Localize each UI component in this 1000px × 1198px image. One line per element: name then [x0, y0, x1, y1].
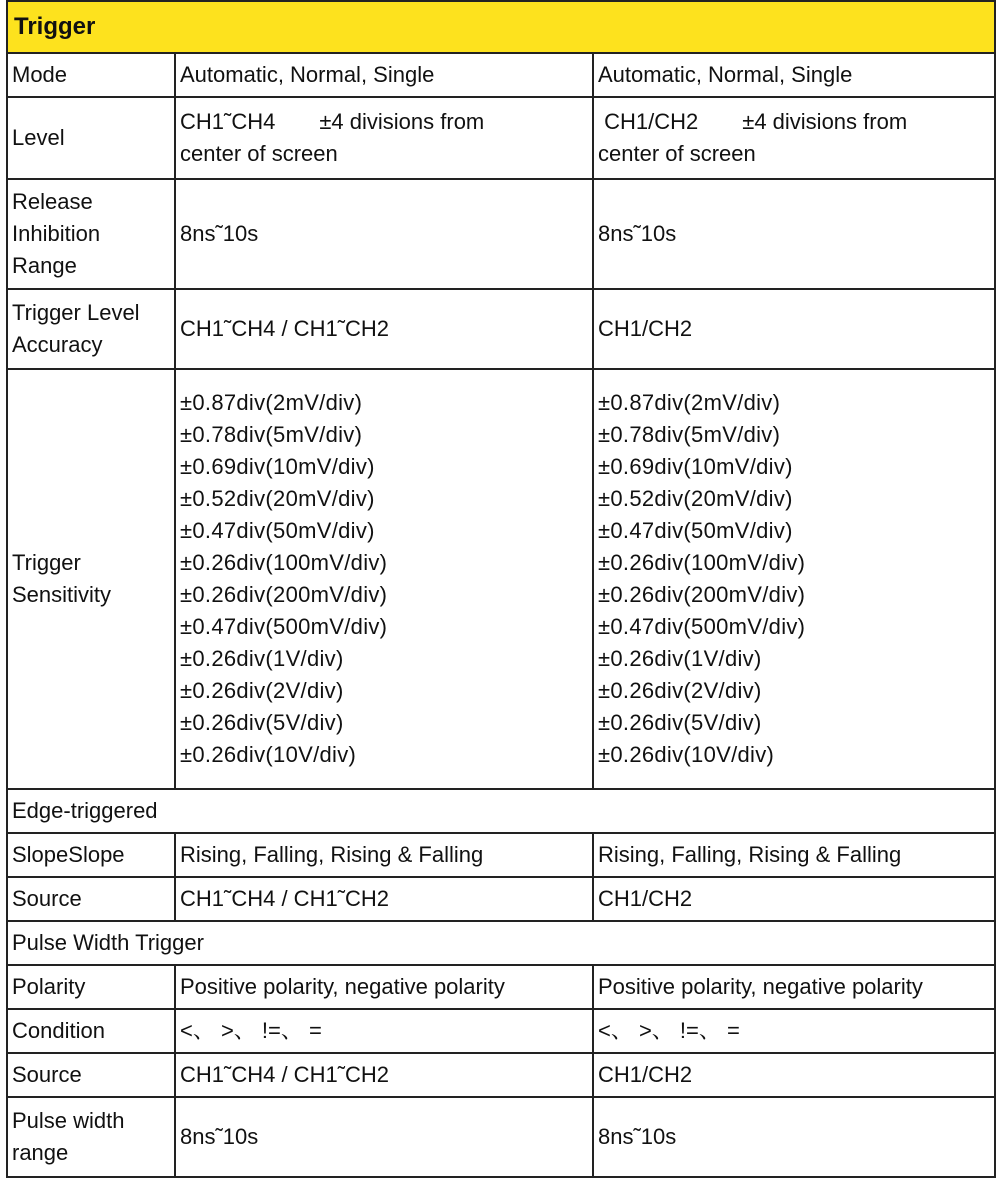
- value-cell: CH1/CH2: [593, 289, 995, 369]
- section-row: [7, 789, 995, 833]
- value-line: ±0.69div(10mV/div): [180, 454, 375, 479]
- value-cell: <、 >、 !=、 =: [593, 1009, 995, 1053]
- row-label: Condition: [7, 1009, 175, 1053]
- label-line: Trigger Level: [12, 300, 140, 325]
- table-row: [7, 1009, 995, 1053]
- value-line: ±0.26div(2V/div): [598, 678, 762, 703]
- value-cell: Automatic, Normal, Single: [175, 53, 593, 97]
- row-label: Source: [7, 1053, 175, 1097]
- table-row: [7, 97, 995, 179]
- value-line: ±0.52div(20mV/div): [180, 486, 375, 511]
- value-line: center of screen: [598, 141, 756, 166]
- table-row: [7, 179, 995, 289]
- row-label: [7, 1097, 175, 1177]
- value-cell: [593, 369, 995, 789]
- value-line: ±0.26div(200mV/div): [180, 582, 388, 607]
- value-line: ±0.26div(1V/div): [598, 646, 762, 671]
- row-label: Mode: [7, 53, 175, 97]
- value-line: ±0.47div(50mV/div): [180, 518, 375, 543]
- value-cell: [175, 97, 593, 179]
- table-row: [7, 1097, 995, 1177]
- value-line: ±0.78div(5mV/div): [180, 422, 363, 447]
- row-label: Source: [7, 877, 175, 921]
- row-label: Level: [7, 97, 175, 179]
- value-line: ±0.47div(50mV/div): [598, 518, 793, 543]
- value-cell: <、 >、 !=、 =: [175, 1009, 593, 1053]
- value-cell: Positive polarity, negative polarity: [175, 965, 593, 1009]
- table-row: [7, 369, 995, 789]
- value-cell: CH1/CH2: [593, 877, 995, 921]
- table-row: [7, 833, 995, 877]
- value-line: ±0.47div(500mV/div): [598, 614, 806, 639]
- value-line: CH1/CH2 ±4 divisions from: [598, 109, 908, 134]
- section-heading: Pulse Width Trigger: [7, 921, 995, 965]
- value-cell: [175, 369, 593, 789]
- value-line: ±0.26div(100mV/div): [180, 550, 388, 575]
- value-cell: CH1˜CH4 / CH1˜CH2: [175, 1053, 593, 1097]
- value-cell: CH1/CH2: [593, 1053, 995, 1097]
- value-line: ±0.69div(10mV/div): [598, 454, 793, 479]
- label-line: Accuracy: [12, 332, 103, 357]
- value-cell: Automatic, Normal, Single: [593, 53, 995, 97]
- section-title: Trigger: [7, 1, 995, 53]
- value-line: ±0.26div(10V/div): [598, 742, 775, 767]
- value-line: ±0.47div(500mV/div): [180, 614, 388, 639]
- value-line: ±0.52div(20mV/div): [598, 486, 793, 511]
- value-cell: Rising, Falling, Rising & Falling: [593, 833, 995, 877]
- value-cell: CH1˜CH4 / CH1˜CH2: [175, 877, 593, 921]
- table-row: [7, 877, 995, 921]
- value-line: ±0.87div(2mV/div): [598, 390, 781, 415]
- table-title-row: [7, 1, 995, 53]
- table-row: [7, 53, 995, 97]
- section-heading: Edge-triggered: [7, 789, 995, 833]
- value-cell: 8ns˜10s: [175, 179, 593, 289]
- value-line: ±0.26div(100mV/div): [598, 550, 806, 575]
- value-cell: Positive polarity, negative polarity: [593, 965, 995, 1009]
- label-line: Sensitivity: [12, 582, 112, 607]
- value-line: ±0.26div(5V/div): [180, 710, 344, 735]
- value-cell: 8ns˜10s: [175, 1097, 593, 1177]
- value-cell: 8ns˜10s: [593, 179, 995, 289]
- label-line: Release: [12, 189, 93, 214]
- label-line: Range: [12, 253, 77, 278]
- value-cell: 8ns˜10s: [593, 1097, 995, 1177]
- label-line: Trigger: [12, 550, 81, 575]
- row-label: Polarity: [7, 965, 175, 1009]
- value-cell: [593, 97, 995, 179]
- value-line: ±0.26div(1V/div): [180, 646, 344, 671]
- value-line: ±0.26div(10V/div): [180, 742, 357, 767]
- trigger-spec-table: [6, 0, 996, 1178]
- value-cell: Rising, Falling, Rising & Falling: [175, 833, 593, 877]
- value-line: CH1˜CH4 ±4 divisions from: [180, 109, 485, 134]
- row-label: [7, 179, 175, 289]
- label-line: Inhibition: [12, 221, 101, 246]
- table-row: [7, 1053, 995, 1097]
- section-row: [7, 921, 995, 965]
- table-row: [7, 289, 995, 369]
- value-line: ±0.87div(2mV/div): [180, 390, 363, 415]
- table-row: [7, 965, 995, 1009]
- row-label: SlopeSlope: [7, 833, 175, 877]
- value-line: ±0.26div(5V/div): [598, 710, 762, 735]
- value-line: ±0.26div(2V/div): [180, 678, 344, 703]
- label-line: Pulse width: [12, 1108, 125, 1133]
- value-cell: CH1˜CH4 / CH1˜CH2: [175, 289, 593, 369]
- label-line: range: [12, 1140, 69, 1165]
- value-line: ±0.78div(5mV/div): [598, 422, 781, 447]
- row-label: [7, 289, 175, 369]
- row-label: [7, 369, 175, 789]
- value-line: center of screen: [180, 141, 338, 166]
- value-line: ±0.26div(200mV/div): [598, 582, 806, 607]
